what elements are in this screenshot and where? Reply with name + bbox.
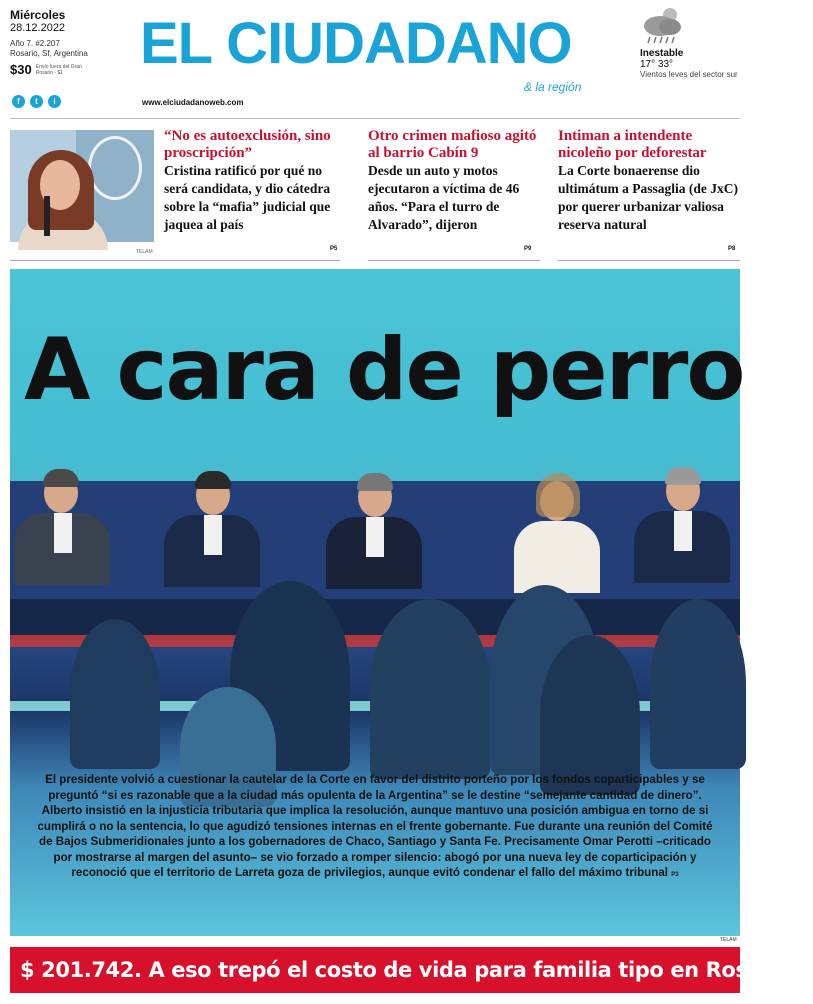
edition-day: Miércoles	[10, 8, 66, 22]
issue-number: Año 7. #2.207	[10, 39, 60, 48]
weather-wind: Vientos leves del sector sur	[640, 70, 738, 79]
audience-member	[650, 599, 746, 769]
price-row	[10, 62, 110, 77]
teaser-3-page: P8	[728, 246, 736, 252]
main-deck-page: P3	[671, 872, 679, 878]
main-deck	[30, 772, 720, 884]
poster-figure	[88, 136, 142, 200]
bottom-banner[interactable]	[10, 947, 813, 993]
teaser-2-body: Desde un auto y motos ejecutaron a víctima de 46 años. “Para el turro de Alvarado”, dijeron	[368, 163, 520, 232]
website-url[interactable]: www.elciudadanoweb.com	[142, 98, 244, 107]
edition-location: Rosario, Sf, Argentina	[10, 49, 88, 58]
teaser-3-headline: Intiman a intendente nicoleño por deforestar	[558, 128, 707, 161]
main-headline: A cara de perro	[24, 320, 744, 420]
weather-temps: 17° 33°	[640, 59, 674, 70]
weather-box	[640, 6, 740, 79]
teaser-2-headline: Otro crimen mafioso agitó al barrio Cabín 9	[368, 128, 537, 161]
masthead-info	[10, 8, 110, 77]
weather-condition: Inestable	[640, 48, 684, 59]
storm-cloud-icon	[640, 6, 684, 46]
teaser-3[interactable]	[558, 128, 740, 234]
social-links	[12, 95, 61, 108]
logo-subtitle: & la región	[524, 80, 582, 94]
teaser-1-page: P5	[330, 246, 338, 252]
teaser-2-page: P9	[524, 246, 532, 252]
teaser-3-body: La Corte bonaerense dio ultimátum a Passaglia (de JxC) por querer urbanizar valiosa reserva natural	[558, 163, 738, 232]
newspaper-logo: EL CIUDADANO	[140, 11, 572, 76]
main-deck-text: El presidente volvió a cuestionar la cautelar de la Corte en favor del distrito porteño por los fondos coparticipables y se preguntó “si es razonable que a la ciudad más opulenta de la Argentina” se le destine “semejante cantidad de dinero”. Alberto insistió en la injusticia tributaria que implica la resolución, aunque mantuvo una posición ambigua en torno de si cumplirá o no la sentencia, lo que agudizó tensiones internas en el frente gobernante. Fue durante una reunión del Comité de Bajos Submeridionales junto a los gobernadores de Chaco, Santiago y Santa Fe. Precisamente Omar Perotti –criticado por mostrarse al margen del asunto– se vio forzado a romper silencio: abogó por una nueva ley de coparticipación y reconoció que el territorio de Larreta goza de privilegios, aunque evitó condenar el fallo del máximo tribunal	[37, 773, 713, 879]
edition-date: 28.12.2022	[10, 22, 66, 34]
teaser-1[interactable]	[164, 128, 340, 234]
teaser-2-rule	[368, 260, 540, 261]
teaser-2[interactable]	[368, 128, 540, 234]
price-note: Envío fuera del Gran Rosario - $1	[35, 63, 82, 76]
teaser-photo	[10, 130, 154, 242]
teaser-1-body: Cristina ratificó por qué no será candidata, y dio cátedra sobre la “mafia” judicial que jaquea al país	[164, 163, 331, 232]
audience-member	[370, 599, 490, 779]
audience-member	[70, 619, 160, 769]
microphone-icon	[44, 196, 50, 236]
banner-page: P7	[797, 966, 813, 980]
main-photo-credit: TELAM	[720, 937, 737, 943]
audience-member	[540, 635, 640, 795]
cover-price: $30	[10, 62, 32, 77]
instagram-icon[interactable]: i	[48, 95, 61, 108]
facebook-icon[interactable]: f	[12, 95, 25, 108]
masthead-divider	[10, 118, 740, 119]
twitter-icon[interactable]: t	[30, 95, 43, 108]
teaser-photo-credit: TELAM	[136, 249, 153, 255]
teaser-3-rule	[558, 260, 740, 261]
teaser-1-headline: “No es autoexclusión, sino proscripción”	[164, 128, 331, 161]
banner-text: $ 201.742. A eso trepó el costo de vida para familia tipo en Rosario	[20, 958, 793, 982]
teaser-1-rule	[10, 260, 340, 261]
